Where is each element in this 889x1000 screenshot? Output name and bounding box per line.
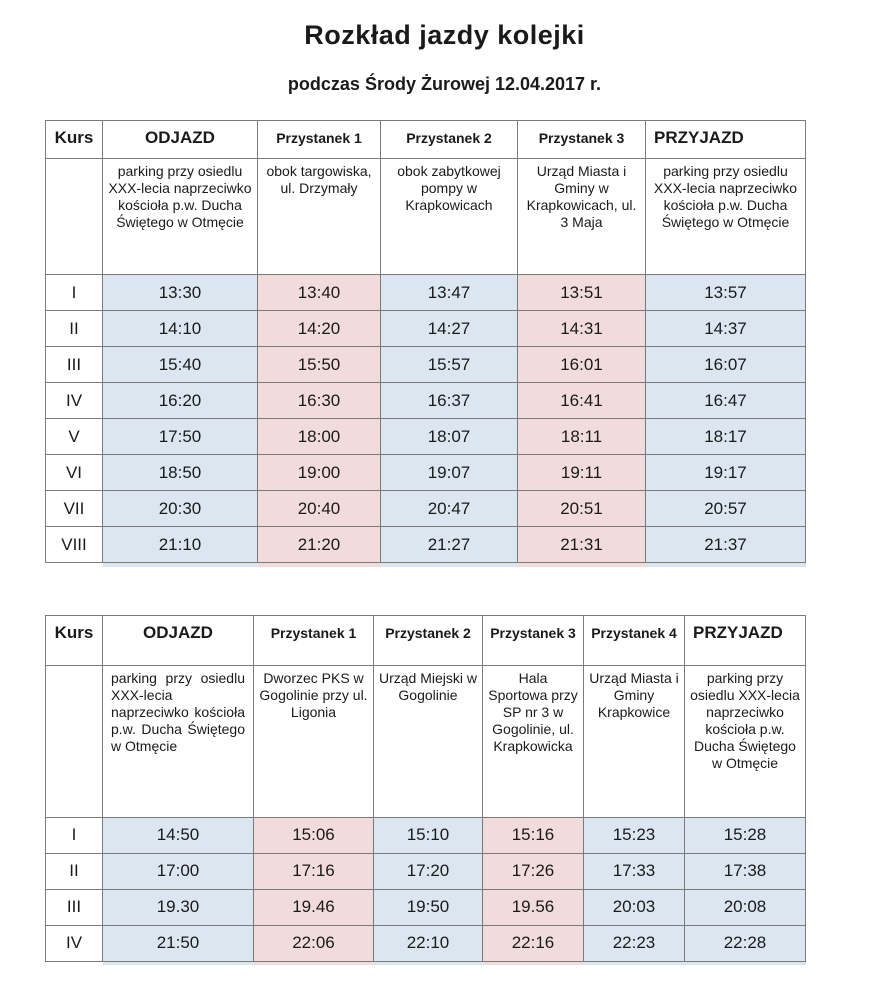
table-row — [46, 853, 806, 889]
time-cell: 15:06 — [254, 817, 374, 853]
sliver-cell — [483, 961, 584, 965]
sliver-cell — [685, 961, 806, 965]
time-cell: 18:00 — [258, 419, 381, 455]
kurs-cell: VII — [46, 491, 103, 527]
column-header-przystanek-1: Przystanek 1 — [258, 121, 381, 159]
time-cell: 18:11 — [518, 419, 646, 455]
time-cell: 20:30 — [103, 491, 258, 527]
column-header-przystanek-2: Przystanek 2 — [374, 615, 483, 665]
sliver-cell — [46, 961, 103, 965]
column-header-przystanek-1: Przystanek 1 — [254, 615, 374, 665]
stop-descriptions-row — [46, 159, 806, 275]
column-header-przystanek-2: Przystanek 2 — [381, 121, 518, 159]
stop-description-przystanek-3: Urząd Miasta i Gminy w Krapkowicach, ul. 3 Maja — [518, 159, 646, 275]
table-row — [46, 527, 806, 563]
column-header-przystanek-3: Przystanek 3 — [518, 121, 646, 159]
sliver-cell — [646, 563, 806, 567]
time-cell: 19.46 — [254, 889, 374, 925]
column-header-kurs: Kurs — [46, 615, 103, 665]
time-cell: 21:10 — [103, 527, 258, 563]
stop-description-przyjazd: parking przy osiedlu XXX-lecia naprzeciwko kościoła p.w. Ducha Świętego w Otmęcie — [646, 159, 806, 275]
table-bottom-sliver — [46, 563, 806, 567]
stop-description-przystanek-1: obok targowiska, ul. Drzymały — [258, 159, 381, 275]
time-cell: 17:33 — [584, 853, 685, 889]
sliver-cell — [374, 961, 483, 965]
time-cell: 15:10 — [374, 817, 483, 853]
time-cell: 15:40 — [103, 347, 258, 383]
time-cell: 14:10 — [103, 311, 258, 347]
page-title: Rozkład jazdy kolejki — [304, 20, 585, 50]
time-cell: 16:37 — [381, 383, 518, 419]
time-cell: 13:47 — [381, 275, 518, 311]
stop-descriptions-row — [46, 665, 806, 817]
time-cell: 15:16 — [483, 817, 584, 853]
table-row — [46, 383, 806, 419]
time-cell: 16:30 — [258, 383, 381, 419]
kurs-cell: IV — [46, 383, 103, 419]
column-header-przyjazd: PRZYJAZD — [685, 615, 806, 665]
time-cell: 22:23 — [584, 925, 685, 961]
time-cell: 21:27 — [381, 527, 518, 563]
time-cell: 22:16 — [483, 925, 584, 961]
time-cell: 20:08 — [685, 889, 806, 925]
time-cell: 19:00 — [258, 455, 381, 491]
time-cell: 17:26 — [483, 853, 584, 889]
time-cell: 15:50 — [258, 347, 381, 383]
stop-description-przystanek-2: obok zabytkowej pompy w Krapkowicach — [381, 159, 518, 275]
time-cell: 21:37 — [646, 527, 806, 563]
kurs-cell: I — [46, 817, 103, 853]
kurs-cell: VI — [46, 455, 103, 491]
stop-description-przyjazd: parking przy osiedlu XXX-lecia naprzeciwko kościoła p.w. Ducha Świętego w Otmęcie — [685, 665, 806, 817]
time-cell: 15:28 — [685, 817, 806, 853]
time-cell: 19:07 — [381, 455, 518, 491]
kurs-cell: II — [46, 311, 103, 347]
time-cell: 18:50 — [103, 455, 258, 491]
kurs-cell: III — [46, 889, 103, 925]
time-cell: 19.56 — [483, 889, 584, 925]
sliver-cell — [46, 563, 103, 567]
kurs-cell: I — [46, 275, 103, 311]
sliver-cell — [518, 563, 646, 567]
time-cell: 19:50 — [374, 889, 483, 925]
time-cell: 14:20 — [258, 311, 381, 347]
table-row — [46, 925, 806, 961]
time-cell: 22:06 — [254, 925, 374, 961]
time-cell: 13:40 — [258, 275, 381, 311]
time-cell: 16:07 — [646, 347, 806, 383]
time-cell: 20:51 — [518, 491, 646, 527]
time-cell: 17:50 — [103, 419, 258, 455]
time-cell: 21:20 — [258, 527, 381, 563]
time-cell: 15:57 — [381, 347, 518, 383]
column-header-przystanek-3: Przystanek 3 — [483, 615, 584, 665]
kurs-cell: VIII — [46, 527, 103, 563]
sliver-cell — [103, 563, 258, 567]
table-row — [46, 347, 806, 383]
sliver-cell — [258, 563, 381, 567]
empty-cell — [46, 665, 103, 817]
time-cell: 21:31 — [518, 527, 646, 563]
time-cell: 13:30 — [103, 275, 258, 311]
time-cell: 18:07 — [381, 419, 518, 455]
time-cell: 21:50 — [103, 925, 254, 961]
stop-description-przystanek-3: Hala Sportowa przy SP nr 3 w Gogolinie, ul. Krapkowicka — [483, 665, 584, 817]
time-cell: 17:20 — [374, 853, 483, 889]
sliver-cell — [254, 961, 374, 965]
column-header-odjazd: ODJAZD — [103, 121, 258, 159]
timetable-morning — [45, 120, 806, 567]
time-cell: 19:17 — [646, 455, 806, 491]
stop-description-przystanek-2: Urząd Miejski w Gogolinie — [374, 665, 483, 817]
time-cell: 18:17 — [646, 419, 806, 455]
table-bottom-sliver — [46, 961, 806, 965]
time-cell: 16:20 — [103, 383, 258, 419]
time-cell: 19:11 — [518, 455, 646, 491]
time-cell: 16:01 — [518, 347, 646, 383]
time-cell: 16:47 — [646, 383, 806, 419]
time-cell: 20:40 — [258, 491, 381, 527]
header-row — [46, 121, 806, 159]
stop-description-przystanek-1: Dworzec PKS w Gogolinie przy ul. Ligonia — [254, 665, 374, 817]
time-cell: 20:57 — [646, 491, 806, 527]
sliver-cell — [584, 961, 685, 965]
empty-cell — [46, 159, 103, 275]
time-cell: 17:38 — [685, 853, 806, 889]
kurs-cell: IV — [46, 925, 103, 961]
stop-description-odjazd: parking przy osiedlu XXX-lecia naprzeciwko kościoła p.w. Ducha Świętego w Otmęcie — [103, 665, 254, 817]
time-cell: 13:57 — [646, 275, 806, 311]
time-cell: 19.30 — [103, 889, 254, 925]
column-header-kurs: Kurs — [46, 121, 103, 159]
table-row — [46, 275, 806, 311]
header-row — [46, 615, 806, 665]
column-header-odjazd: ODJAZD — [103, 615, 254, 665]
time-cell: 20:03 — [584, 889, 685, 925]
column-header-przystanek-4: Przystanek 4 — [584, 615, 685, 665]
time-cell: 14:31 — [518, 311, 646, 347]
column-header-przyjazd: PRZYJAZD — [646, 121, 806, 159]
table-row — [46, 455, 806, 491]
stop-description-odjazd: parking przy osiedlu XXX-lecia naprzeciwko kościoła p.w. Ducha Świętego w Otmęcie — [103, 159, 258, 275]
timetable-afternoon — [45, 615, 806, 966]
time-cell: 17:16 — [254, 853, 374, 889]
kurs-cell: III — [46, 347, 103, 383]
stop-description-przystanek-4: Urząd Miasta i Gminy Krapkowice — [584, 665, 685, 817]
time-cell: 16:41 — [518, 383, 646, 419]
time-cell: 17:00 — [103, 853, 254, 889]
time-cell: 15:23 — [584, 817, 685, 853]
table-row — [46, 311, 806, 347]
table-row — [46, 491, 806, 527]
time-cell: 14:37 — [646, 311, 806, 347]
time-cell: 14:27 — [381, 311, 518, 347]
kurs-cell: II — [46, 853, 103, 889]
sliver-cell — [381, 563, 518, 567]
sliver-cell — [103, 961, 254, 965]
kurs-cell: V — [46, 419, 103, 455]
time-cell: 22:28 — [685, 925, 806, 961]
time-cell: 14:50 — [103, 817, 254, 853]
table-row — [46, 889, 806, 925]
time-cell: 13:51 — [518, 275, 646, 311]
table-row — [46, 419, 806, 455]
page-subtitle: podczas Środy Żurowej 12.04.2017 r. — [287, 74, 602, 94]
table-row — [46, 817, 806, 853]
time-cell: 22:10 — [374, 925, 483, 961]
time-cell: 20:47 — [381, 491, 518, 527]
